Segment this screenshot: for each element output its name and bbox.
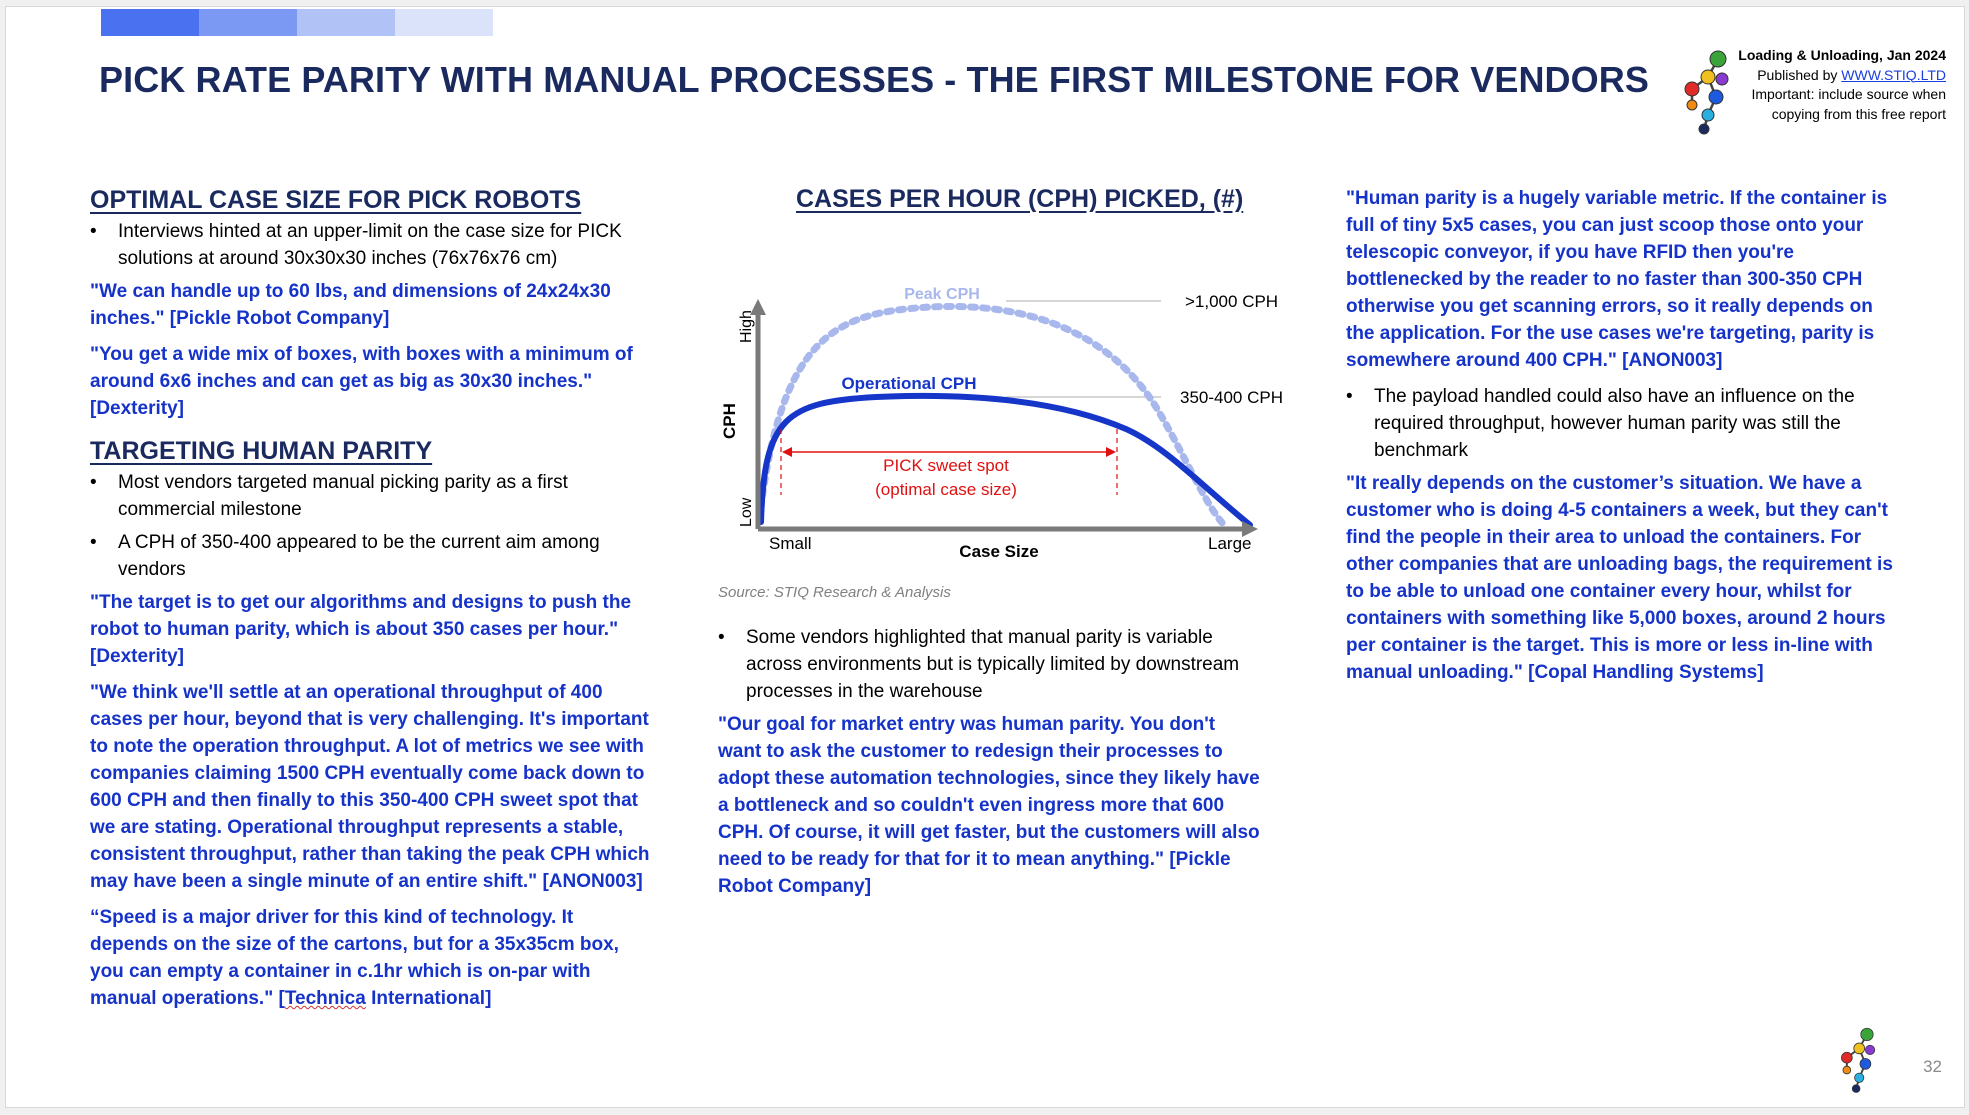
sweet-spot-sublabel: (optimal case size) <box>875 480 1017 499</box>
source-note-line1: Important: include source when <box>1751 86 1946 102</box>
bullet-manual-parity-variable: • Some vendors highlighted that manual parity is variable across environments but is typically limited by downstream processes in the warehouse <box>718 624 1263 705</box>
quote-technica <box>90 904 650 1012</box>
report-name: Loading & Unloading, Jan 2024 <box>1738 47 1946 63</box>
section-heading-human-parity: TARGETING HUMAN PARITY <box>90 437 433 465</box>
accent-block-1 <box>101 9 199 36</box>
accent-block-2 <box>199 9 297 36</box>
y-axis-label: CPH <box>720 403 739 439</box>
operational-cph-label: Operational CPH <box>841 374 977 393</box>
quote-technica-main: “Speed is a major driver for this kind of technology. It depends on the size of the cartons, but for a 35x35cm box, you can empty a container in c.1hr which is on-par with manual operations." [ <box>90 907 619 1009</box>
y-tick-low: Low <box>738 497 755 527</box>
publisher-info <box>1738 46 1946 124</box>
peak-cph-label: Peak CPH <box>904 286 980 303</box>
chart-title: CASES PER HOUR (CPH) PICKED, (#) <box>796 185 1244 213</box>
right-column <box>1346 185 1906 695</box>
section-heading-case-size: OPTIMAL CASE SIZE FOR PICK ROBOTS <box>90 186 582 214</box>
bullet-case-size: • Interviews hinted at an upper-limit on the case size for PICK solutions at around 30x30x30 inches (76x76x76 cm) <box>90 218 650 272</box>
x-tick-large: Large <box>1208 534 1252 553</box>
x-tick-small: Small <box>769 534 812 553</box>
top-accent-bar <box>101 9 493 36</box>
sweet-spot-label: PICK sweet spot <box>883 456 1009 475</box>
sweet-spot-arrowhead-left <box>782 447 792 457</box>
quote-pickle-market-entry: "Our goal for market entry was human parity. You don't want to ask the customer to redesign their processes to adopt these automation technologies, since they likely have a bottleneck and so couldn't even ingress more that 600 CPH. Of course, it will get faster, but the customers will also need to be ready for that for it to mean anything." [Pickle Robot Company] <box>718 714 1260 897</box>
publisher-line <box>1738 66 1946 86</box>
publisher-link[interactable]: WWW.STIQ.LTD <box>1841 66 1946 83</box>
quote-pickle-dimensions: "We can handle up to 60 lbs, and dimensions of 24x24x30 inches." [Pickle Robot Company] <box>90 281 611 329</box>
bullet-payload: • The payload handled could also have an influence on the required throughput, however human parity was still the benchmark <box>1346 383 1906 464</box>
peak-reference-label: >1,000 CPH <box>1185 292 1279 311</box>
slide <box>5 6 1965 1108</box>
quote-anon003-throughput: "We think we'll settle at an operational throughput of 400 cases per hour, beyond that is very challenging. It's important to note the operation throughput. A lot of metrics we see with companies claiming 1500 CPH eventually come back down to 600 CPH and then finally to this 350-400 CPH sweet spot that we are stating. Operational throughput represents a stable, consistent throughput, rather than taking the peak CPH which may have been a single minute of an entire shift." [ANON003] <box>90 682 650 892</box>
middle-column <box>718 624 1263 909</box>
page-number: 32 <box>1923 1057 1942 1076</box>
accent-block-3 <box>297 9 395 36</box>
slide-title: PICK RATE PARITY WITH MANUAL PROCESSES - THE FIRST MILESTONE FOR VENDORS <box>99 59 1649 100</box>
quote-dexterity-boxes: "You get a wide mix of boxes, with boxes with a minimum of around 6x6 inches and can get as big as 30x30 inches." [Dexterity] <box>90 344 633 419</box>
quote-dexterity-parity: "The target is to get our algorithms and designs to push the robot to human parity, which is about 350 cases per hour." [Dexterity] <box>90 592 632 667</box>
stiq-logo-icon <box>1678 49 1740 135</box>
source-note-line2: copying from this free report <box>1771 105 1946 122</box>
bullet-cph-aim: • A CPH of 350-400 appeared to be the current aim among vendors <box>90 529 650 583</box>
chart-source: Source: STIQ Research & Analysis <box>718 584 951 601</box>
cph-chart <box>706 267 1306 567</box>
quote-anon003-variable-metric: "Human parity is a hugely variable metric. If the container is full of tiny 5x5 cases, you can just scoop those onto your telescopic conveyor, if you have RFID then you're bottlenecked by the reader to no faster than 300-350 CPH otherwise you get scanning errors, so it really depends on the application. For the use cases we're targeting, parity is somewhere around 400 CPH." [ANON003] <box>1346 188 1888 371</box>
quote-technica-name: Technica <box>284 988 366 1009</box>
left-column <box>90 187 650 1021</box>
publisher-prefix: Published by <box>1757 66 1842 83</box>
stiq-logo-footer-icon <box>1836 1025 1884 1095</box>
sweet-spot-arrowhead-right <box>1106 447 1116 457</box>
quote-technica-end: International] <box>365 988 492 1009</box>
quote-copal: "It really depends on the customer’s situation. We have a customer who is doing 4-5 containers a week, but they can't find the people in their area to unload the containers. For other companies that are unloading bags, the requirement is to be able to unload one container every hour, whilst for containers with something like 5,000 boxes, around 2 hours per container is the target. This is more or less in-line with manual unloading." [Copal Handling Systems] <box>1346 473 1893 683</box>
x-axis-label: Case Size <box>959 542 1039 561</box>
bullet-manual-parity: • Most vendors targeted manual picking parity as a first commercial milestone <box>90 469 650 523</box>
operational-reference-label: 350-400 CPH <box>1180 388 1284 407</box>
accent-block-4 <box>395 9 493 36</box>
y-tick-high: High <box>738 310 755 343</box>
